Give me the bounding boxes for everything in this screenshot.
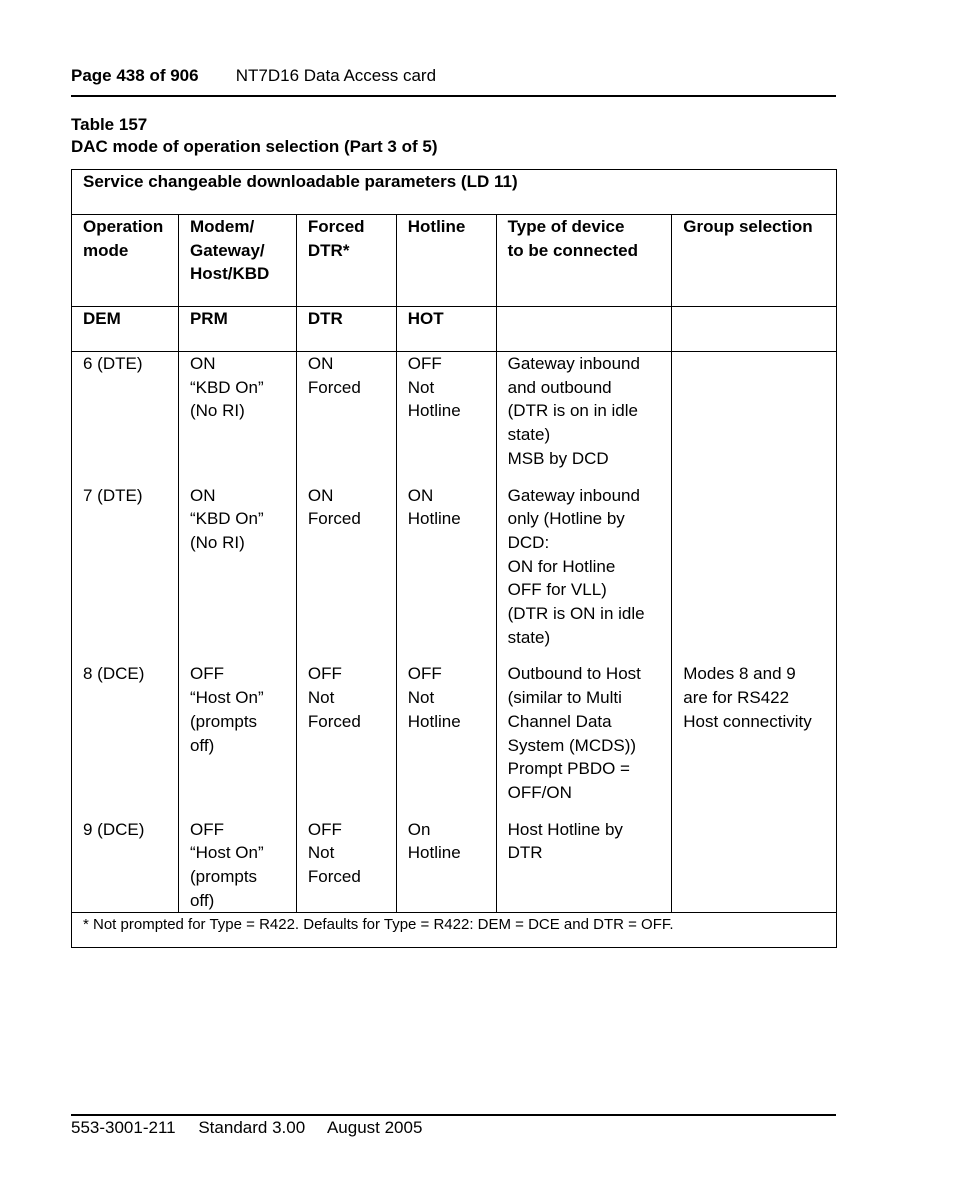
document-title: NT7D16 Data Access card (235, 66, 437, 85)
cell-line: Hotline (407, 401, 461, 421)
cell-line: Gateway inbound (507, 485, 640, 505)
page-footer (71, 1118, 440, 1138)
cell-line: Prompt PBDO = (507, 759, 630, 779)
cell-line: Forced (307, 509, 361, 529)
cell-line (683, 889, 826, 913)
cell-line: (DTR is on in idle (507, 401, 638, 421)
cell-line: ON (189, 485, 216, 505)
cell-line (83, 626, 168, 650)
cell-line (83, 865, 168, 889)
row-2-mode (83, 484, 168, 650)
cell-line (83, 602, 168, 626)
cell-line: 7 (DTE) (83, 485, 143, 505)
row-4-dtr (308, 818, 386, 913)
cell-line (408, 865, 486, 889)
cell-line (683, 507, 826, 531)
cell-line (408, 578, 486, 602)
cell-line: Hotline (407, 843, 461, 863)
row-3-hot (408, 662, 486, 804)
header-line: Hotline (407, 217, 466, 236)
cell-line (83, 376, 168, 400)
cell-line (83, 423, 168, 447)
cell-line: OFF/ON (507, 782, 572, 802)
cell-line (683, 781, 826, 805)
cell-line: On (407, 819, 431, 839)
cell-line (83, 447, 168, 471)
cell-line: Not (307, 688, 335, 708)
cell-line: off) (189, 890, 215, 910)
cell-line: “Host On” (189, 843, 264, 863)
cell-line: 9 (DCE) (83, 819, 145, 839)
page-number: Page 438 of 906 (71, 66, 199, 85)
cell-line (190, 757, 286, 781)
cell-line (308, 757, 386, 781)
cell-line: “KBD On” (189, 509, 264, 529)
row-1-group (683, 352, 826, 471)
cell-line (83, 531, 168, 555)
cell-line: (DTR is ON in idle (507, 604, 645, 624)
cell-line (408, 423, 486, 447)
cell-line: only (Hotline by (507, 509, 625, 529)
row-4-group (683, 818, 826, 913)
cell-line (408, 757, 486, 781)
column-device (496, 352, 672, 913)
code-cell: DTR (296, 307, 396, 352)
row-2-group (683, 484, 826, 650)
cell-line (308, 781, 386, 805)
row-3-device (508, 662, 662, 804)
cell-line (308, 734, 386, 758)
cell-line (190, 423, 286, 447)
document-number: 553-3001-211 (71, 1118, 176, 1137)
header-line: Host/KBD (189, 264, 270, 284)
cell-line (683, 734, 826, 758)
header-row (72, 215, 837, 307)
cell-line (683, 423, 826, 447)
cell-line (308, 531, 386, 555)
cell-line (83, 399, 168, 423)
row-1-dtr (308, 352, 386, 471)
cell-line (308, 626, 386, 650)
cell-line: Modes 8 and 9 (683, 664, 796, 684)
cell-line: Forced (307, 377, 361, 397)
row-3-mode (83, 662, 168, 804)
cell-line (83, 507, 168, 531)
row-2-dtr (308, 484, 386, 650)
cell-line (683, 602, 826, 626)
cell-line: DCD: (507, 532, 550, 552)
header-hotline (396, 215, 496, 307)
cell-line (308, 889, 386, 913)
cell-line (508, 889, 662, 913)
header-line: Forced (307, 217, 365, 236)
code-cell (672, 307, 837, 352)
code-cell: DEM (72, 307, 179, 352)
cell-line: MSB by DCD (507, 448, 609, 468)
cell-line: (prompts (189, 867, 258, 887)
cell-line: ON (307, 354, 334, 373)
cell-line: ON (407, 485, 434, 505)
cell-line: Not (407, 688, 435, 708)
cell-line (83, 686, 168, 710)
cell-line (83, 757, 168, 781)
cell-line: state) (507, 425, 551, 445)
header-rule (71, 95, 836, 97)
table-caption (71, 114, 438, 158)
cell-line: and outbound (507, 377, 612, 397)
column-operation-mode (72, 352, 179, 913)
mode-selection-table (71, 169, 837, 948)
row-1-mode (83, 352, 168, 471)
code-row (72, 307, 837, 352)
cell-line: 6 (DTE) (83, 354, 143, 373)
header-device-type (496, 215, 672, 307)
cell-line: Not (407, 377, 435, 397)
cell-line (83, 578, 168, 602)
header-line: Gateway/ (189, 240, 265, 260)
cell-line (408, 447, 486, 471)
cell-line: Hotline (407, 509, 461, 529)
cell-line: OFF (307, 819, 342, 839)
cell-line (683, 757, 826, 781)
publish-date: August 2005 (326, 1118, 423, 1137)
cell-line (408, 531, 486, 555)
cell-line: OFF (189, 819, 224, 839)
cell-line (683, 484, 826, 508)
row-3-group (683, 662, 826, 804)
cell-line (83, 841, 168, 865)
cell-line (308, 423, 386, 447)
column-prm (178, 352, 296, 913)
footer-rule (71, 1114, 836, 1116)
cell-line (308, 602, 386, 626)
header-line: to be connected (507, 240, 638, 260)
cell-line: (similar to Multi (507, 688, 622, 708)
row-1-device (508, 352, 662, 471)
table-title: DAC mode of operation selection (Part 3 of 5) (71, 137, 438, 156)
footnote-row (72, 913, 837, 948)
cell-line: DTR (507, 843, 543, 863)
row-2-hot (408, 484, 486, 650)
cell-line: (prompts (189, 711, 258, 731)
header-line: Type of device (507, 217, 625, 236)
code-cell: PRM (178, 307, 296, 352)
header-line: mode (83, 240, 129, 260)
cell-line (190, 602, 286, 626)
cell-line: OFF (189, 664, 224, 684)
cell-line: System (MCDS)) (507, 735, 637, 755)
cell-line (83, 710, 168, 734)
code-cell (496, 307, 672, 352)
row-4-hot (408, 818, 486, 913)
cell-line (683, 555, 826, 579)
cell-line (408, 602, 486, 626)
cell-line (190, 555, 286, 579)
cell-line (683, 531, 826, 555)
cell-line (408, 889, 486, 913)
header-line: Modem/ (189, 217, 255, 236)
cell-line (83, 889, 168, 913)
cell-line (308, 447, 386, 471)
table-number: Table 157 (71, 115, 148, 134)
standard-version: Standard 3.00 (198, 1118, 306, 1137)
cell-line: (No RI) (189, 401, 245, 421)
cell-line: Host connectivity (683, 711, 812, 731)
row-1-hot (408, 352, 486, 471)
cell-line: “KBD On” (189, 377, 264, 397)
cell-line (683, 626, 826, 650)
row-1-prm (190, 352, 286, 471)
cell-line (83, 781, 168, 805)
cell-line (683, 578, 826, 602)
cell-line (190, 781, 286, 805)
cell-line: OFF (307, 664, 342, 684)
row-2-device (508, 484, 662, 650)
column-group (672, 352, 837, 913)
cell-line: (No RI) (189, 532, 245, 552)
cell-line: Forced (307, 867, 361, 887)
cell-line: Not (307, 843, 335, 863)
cell-line: “Host On” (189, 688, 264, 708)
cell-line (408, 734, 486, 758)
cell-line (683, 447, 826, 471)
cell-line: Gateway inbound (507, 354, 640, 373)
cell-line: are for RS422 (683, 688, 790, 708)
cell-line: OFF (407, 664, 442, 684)
cell-line (683, 399, 826, 423)
cell-line: Forced (307, 711, 361, 731)
cell-line (408, 781, 486, 805)
cell-line: ON (307, 485, 334, 505)
cell-line: state) (507, 627, 551, 647)
cell-line: OFF for VLL) (507, 580, 607, 600)
row-4-mode (83, 818, 168, 913)
row-4-prm (190, 818, 286, 913)
cell-line (308, 399, 386, 423)
footnote: * Not prompted for Type = R422. Defaults for Type = R422: DEM = DCE and DTR = OFF. (72, 913, 837, 948)
cell-line (408, 626, 486, 650)
header-line: Operation (83, 217, 164, 236)
header-operation-mode (72, 215, 179, 307)
cell-line (408, 555, 486, 579)
cell-line (308, 555, 386, 579)
row-3-dtr (308, 662, 386, 804)
cell-line (308, 578, 386, 602)
cell-line: Hotline (407, 711, 461, 731)
cell-line (683, 352, 826, 376)
cell-line (83, 734, 168, 758)
cell-line (683, 841, 826, 865)
cell-line (683, 818, 826, 842)
header-line: Group selection (683, 217, 813, 236)
cell-line: off) (189, 735, 215, 755)
code-cell: HOT (396, 307, 496, 352)
cell-line: ON for Hotline (507, 556, 616, 576)
section-row (72, 170, 837, 215)
cell-line: 8 (DCE) (83, 664, 145, 684)
cell-line (190, 447, 286, 471)
column-dtr (296, 352, 396, 913)
data-row (72, 352, 837, 913)
row-3-prm (190, 662, 286, 804)
section-title: Service changeable downloadable parameters (LD 11) (72, 170, 837, 215)
column-hot (396, 352, 496, 913)
cell-line: Outbound to Host (507, 664, 641, 684)
cell-line (683, 376, 826, 400)
page-header (71, 66, 836, 86)
header-modem-gateway (178, 215, 296, 307)
cell-line: OFF (407, 354, 442, 373)
header-group-selection (672, 215, 837, 307)
header-forced-dtr (296, 215, 396, 307)
cell-line: ON (189, 354, 216, 373)
row-4-device (508, 818, 662, 913)
cell-line (508, 865, 662, 889)
cell-line (190, 578, 286, 602)
cell-line: Host Hotline by (507, 819, 623, 839)
cell-line (83, 555, 168, 579)
cell-line (190, 626, 286, 650)
cell-line: Channel Data (507, 711, 612, 731)
cell-line (683, 865, 826, 889)
header-line: DTR* (307, 240, 350, 260)
row-2-prm (190, 484, 286, 650)
